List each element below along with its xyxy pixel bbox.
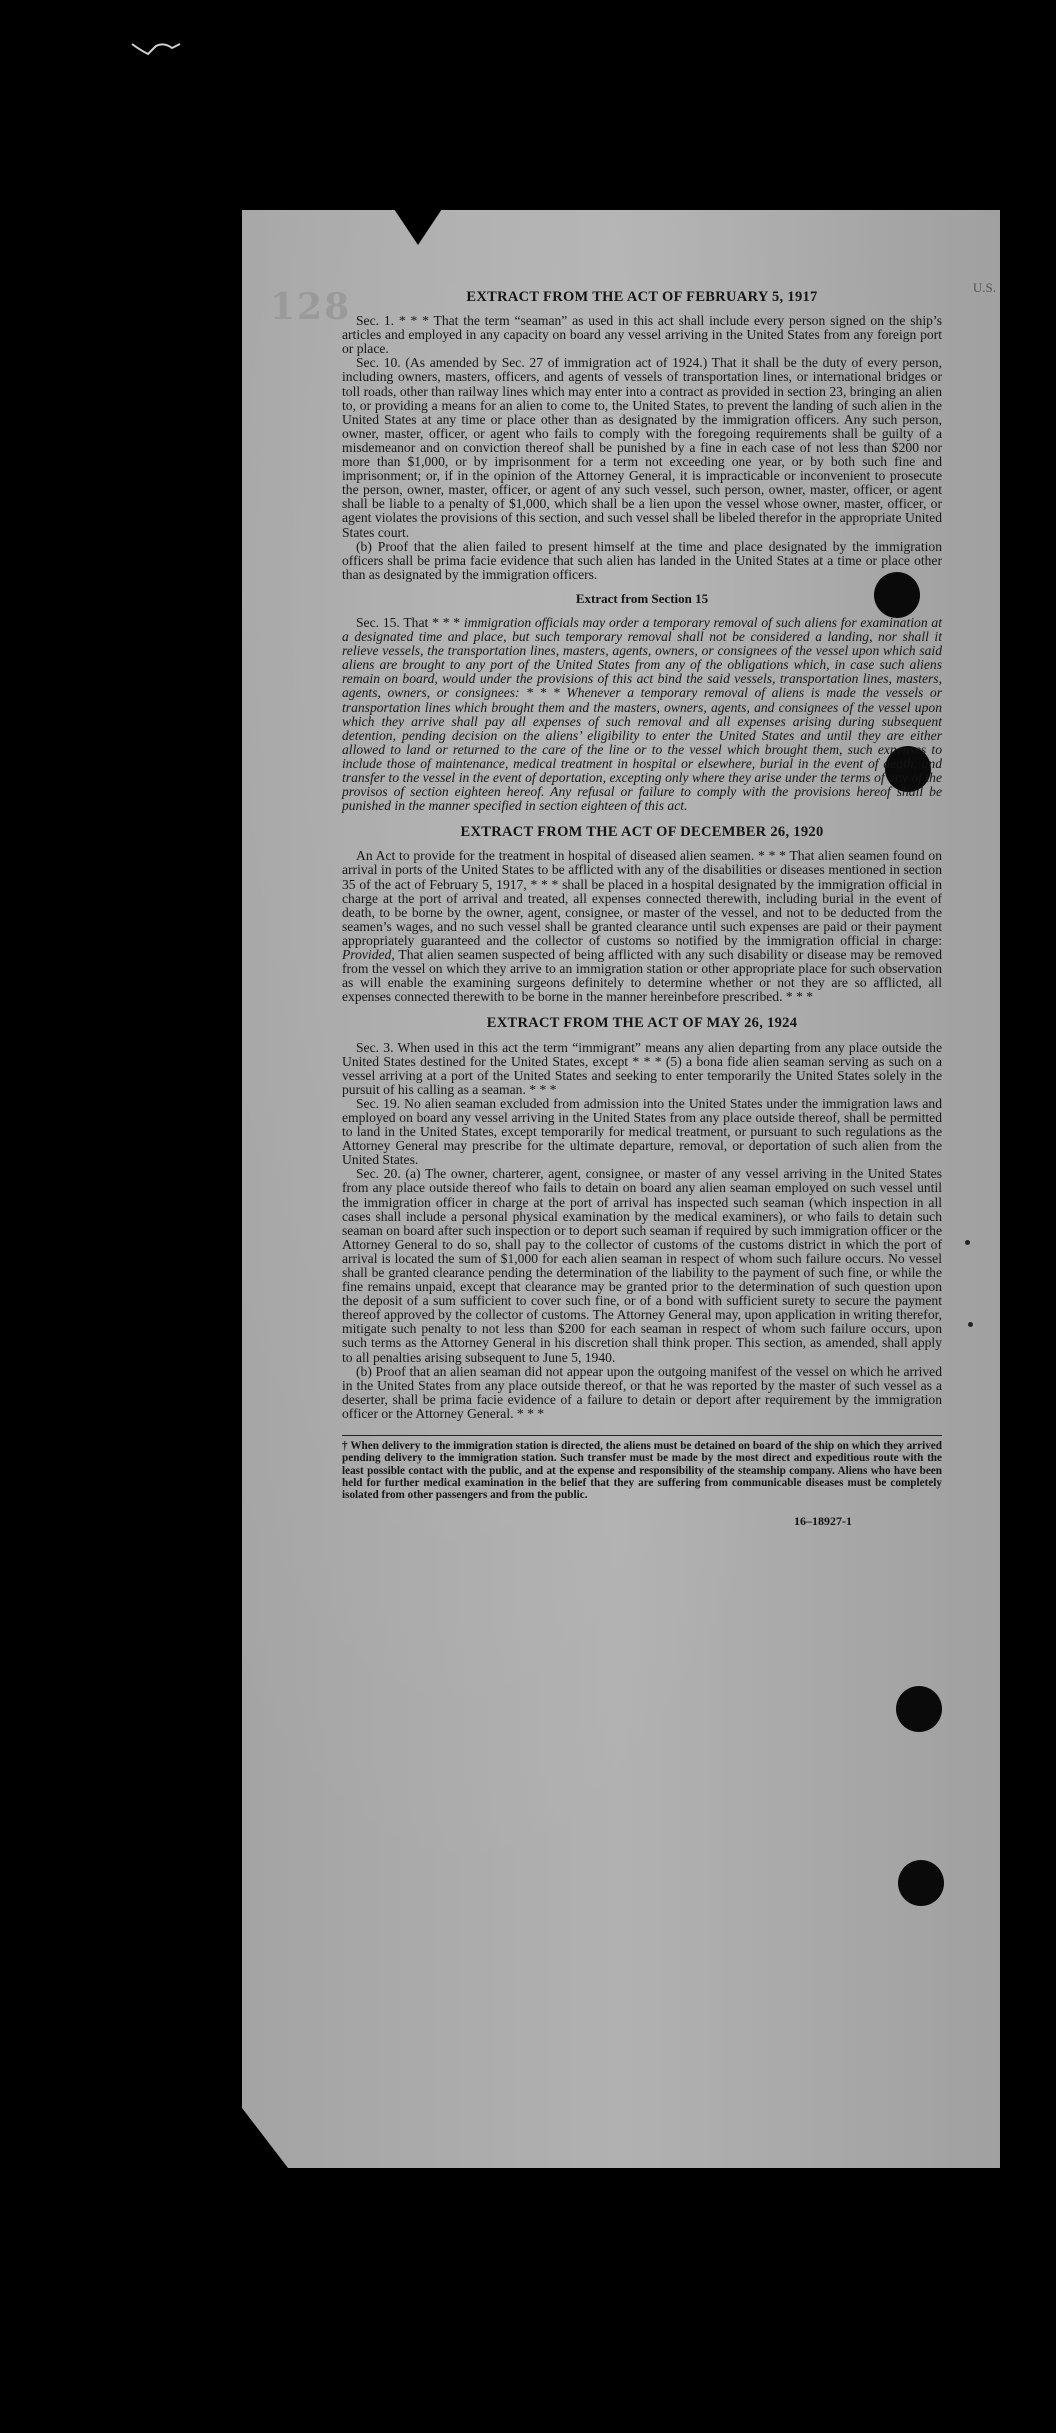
section-title-section-15: Extract from Section 15 [575,590,709,606]
paragraph-text: An Act to provide for the treatment in hospital of diseased alien seamen. * * * That alien seamen found on arrival in ports of the United States to be afflicted with any of the disabilities or diseases mentioned in section 35 of the act of February 5, 1917, * * * shall be placed in a hospital designated by the immigration official in charge at the port of arrival and treated, all expenses connected therewith, including burial in the event of death, to be borne by the owner, agent, consignee, or master of the vessel, and not to be deducted from the seamen’s wages, and no such vessel shall be granted clearance until such expenses are paid or their payment appropriately guaranteed and the collector of customs so notified by the immigration official in charge: [342,848,942,948]
stamp-number: 128 [270,286,352,328]
paragraph-lead: Sec. 15. That * * * [356,614,461,630]
footnote: † When delivery to the immigration station is directed, the aliens must be detained on board of the ship on which they arrived pending delivery to the immigration station. Such transfer must be made by the most direct and expeditious route with the least possible contact with the public, and at the expense and responsibility of the steamship company. Aliens who have been held for further medical examination in the belief that they are suffering from communicable diseases must be completely isolated from other passengers and from the public. [342,1435,942,1501]
paragraph: Sec. 3. When used in this act the term “immigrant” means any alien departing from any place outside the United States destined for the United States, except * * * (5) a bona fide alien seaman serving as such on a vessel arriving at a port of the United States and seeking to enter temporarily the United States solely in the pursuit of his calling as a seaman. * * * [342,1039,942,1097]
side-dot [968,1322,973,1327]
side-dot [965,1240,970,1245]
paragraph: (b) Proof that the alien failed to present himself at the time and place designated by the immigration officers shall be prima facie evidence that such alien has landed in the United States at a time or place other than as designated by the immigration officers. [342,538,942,582]
paragraph: Sec. 20. (a) The owner, charterer, agent, consignee, or master of any vessel arriving in the United States from any place outside thereof who fails to detain on board any alien seaman employed on such vessel until the immigration officer in charge at the port of arrival has inspected such seaman (which inspection in all cases shall include a personal physical examination by the medical examiners), or who fails to detain such seaman on board after such inspection or to deport such seaman if required by such immigration officer or the Attorney General to do so, shall pay to the collector of customs of the customs district in which the port of arrival is located the sum of $1,000 for each alien seaman in respect of whom such failure occurs. No vessel shall be granted clearance pending the determination of the liability to the payment of such fine, or while the fine remains unpaid, except that clearance may be granted prior to the determination of such question upon the deposit of a sum sufficient to cover such fine, or of a bond with sufficient surety to secure the payment thereof approved by the collector of customs. The Attorney General may, upon application in writing therefor, mitigate such penalty to not less than $200 for each seaman in respect of whom such failure occurs, upon such terms as the Attorney General in his discretion shall think proper. This section, as amended, shall apply to all penalties arising subsequent to June 5, 1940. [342,1166,942,1365]
paragraph-dec-1920 [342,849,942,1004]
punch-hole [896,1686,942,1732]
paragraph-italic: immigration officials may order a temporary removal of such aliens for examination at a designated time and place, but such temporary removal shall not be considered a landing, nor shall it relieve vessels, the transportation lines, masters, agents, owners, or consignees of the vessel upon which said aliens are brought to any port of the United States from any of the obligations which, in case such aliens remain on board, would under the provisions of this act bind the said vessels, transportation lines, masters, agents, owners, or consignees: * * * Whenever a temporary removal of aliens is made the vessels or transportation lines which brought them and the masters, owners, agents, and consignees of the vessel upon which they arrive shall pay all expenses of such removal and all expenses arising during subsequent detention, pending decision on the aliens’ eligibility to enter the United States and until they are either allowed to land or returned to the care of the line or to the vessel which brought them, such expenses to include those of maintenance, medical treatment in hospital or elsewhere, burial in the event of death, and transfer to the vessel in the event of deportation, excepting only where they arise under the terms of any of the provisos of section eighteen hereof. Any refusal or failure to comply with the provisions hereof shall be punished in the manner specified in section eighteen of this act. [342,614,942,814]
section-title-may-1924: EXTRACT FROM THE ACT OF MAY 26, 1924 [486,1015,798,1032]
section-title-dec-1920: EXTRACT FROM THE ACT OF DECEMBER 26, 1920 [460,824,824,841]
document-page [242,210,1000,2168]
punch-hole [898,1860,944,1906]
paragraph: Sec. 1. * * * That the term “seaman” as used in this act shall include every person signed on the ship’s articles and employed in any capacity on board any vessel arriving in the United States from any foreign port or place. [342,313,942,357]
proviso-word: Provided, [342,947,395,963]
torn-notch [394,210,442,245]
paragraph-text: That alien seamen suspected of being afflicted with any such disability or disease may be removed from the vessel on which they arrive to an immigration station or other appropriate place for such observation as will enable the examining surgeons definitely to determine whether or not they are so afflicted, all expenses connected therewith to be borne in the manner hereinbefore prescribed. * * * [342,947,942,1005]
section-title-feb-1917: EXTRACT FROM THE ACT OF FEBRUARY 5, 1917 [466,289,818,305]
paragraph: Sec. 10. (As amended by Sec. 27 of immigration act of 1924.) That it shall be the duty of every person, including owners, masters, officers, and agents of vessels of transportation lines, or international bridges or toll roads, other than railway lines which may enter into a contract as provided in section 23, bringing an alien to, or providing a means for an alien to come to, the United States, to prevent the landing of such alien in the United States at any time or place other than as designated by the immigration officers. Any such person, owner, master, officer, or agent who fails to comply with the foregoing requirements shall be guilty of a misdemeanor and on conviction thereof shall be punished by a fine in each case of not less than $200 nor more than $1,000, or by imprisonment for a term not exceeding one year, or by both such fine and imprisonment; or, if in the opinion of the Attorney General, it is impracticable or inconvenient to prosecute the person, owner, master, officer, or agent of any such vessel, such person, owner, master, officer, or agent shall be liable to a penalty of $1,000, which shall be a lien upon the vessel whose owner, master, officer, or agent violates the provisions of this section, and such vessel shall be libeled therefor in the appropriate United States court. [342,355,942,540]
folded-corner [242,2108,288,2168]
edge-mark: U.S. [972,280,996,295]
scan-corner-mark [130,38,186,60]
document-text [342,290,942,1528]
paragraph: Sec. 19. No alien seaman excluded from admission into the United States under the immigration laws and employed on board any vessel arriving in the United States from any place outside thereof, shall be permitted to land in the United States, except temporarily for medical treatment, or pursuant to such regulations as the Attorney General may prescribe for the ultimate departure, removal, or deportation of such alien from the United States. [342,1095,942,1168]
paragraph-section-15 [342,616,942,813]
form-number: 16–18927-1 [794,1513,852,1528]
paragraph: (b) Proof that an alien seaman did not appear upon the outgoing manifest of the vessel on which he arrived in the United States from any place outside thereof, or that he was reported by the master of such vessel as a deserter, shall be prima facie evidence of a failure to detain or deport after requirement by the immigration officer or the Attorney General. * * * [342,1363,942,1421]
